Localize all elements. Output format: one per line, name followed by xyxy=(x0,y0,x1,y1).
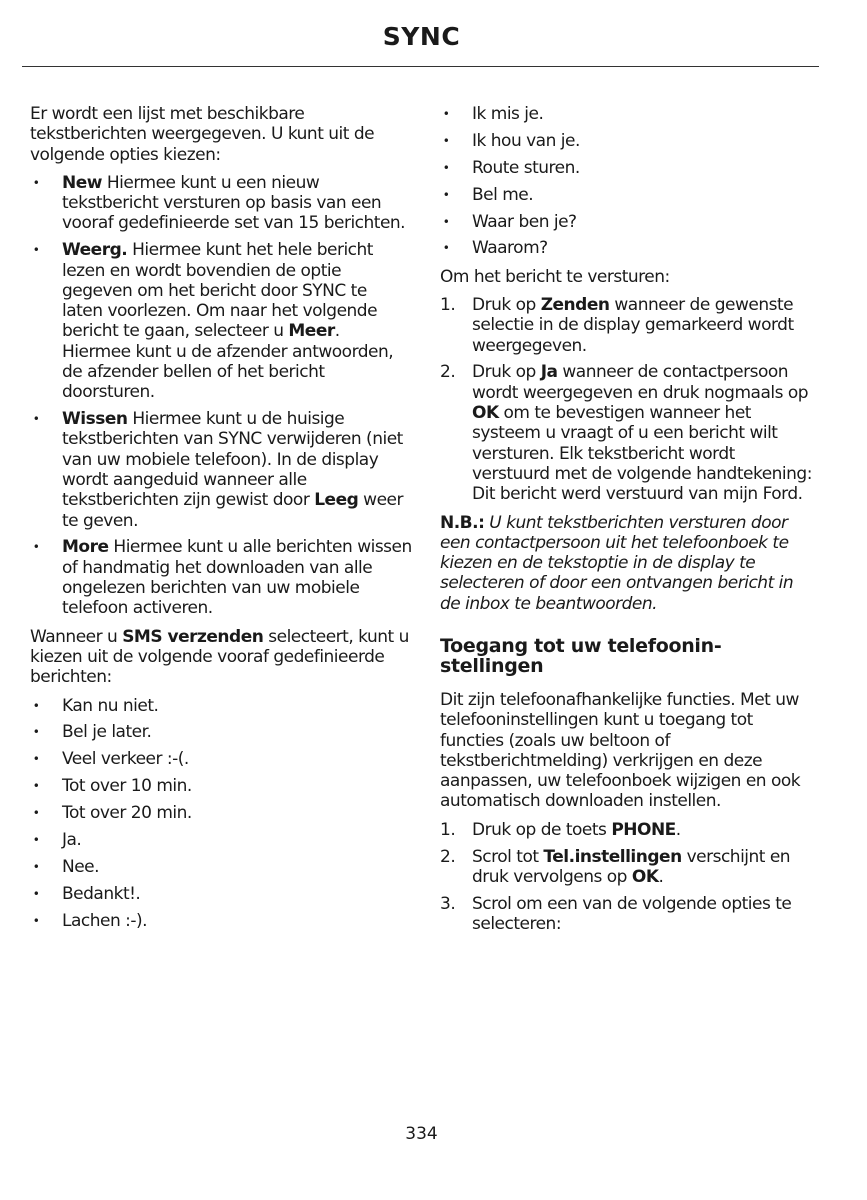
bullet-icon: • xyxy=(32,806,40,821)
right-column xyxy=(440,104,816,942)
bullet-icon: • xyxy=(442,160,450,175)
bullet-icon: • xyxy=(32,698,40,713)
text-run: verschijnt en druk vervolgens op xyxy=(472,846,791,887)
note-paragraph xyxy=(440,513,816,614)
step-item xyxy=(440,295,816,356)
predefined-message-list xyxy=(30,696,412,931)
text-run: Druk op xyxy=(472,362,541,383)
inline-keyword: Leeg xyxy=(314,490,359,511)
step-number: 3. xyxy=(440,893,456,914)
step-number: 1. xyxy=(440,819,456,840)
settings-steps-list xyxy=(440,820,816,934)
text-run: Scrol om een van de volgende opties te selecteren: xyxy=(472,893,792,934)
option-description: weer te geven. xyxy=(62,490,403,531)
bullet-icon: • xyxy=(32,175,40,190)
option-description: Hiermee kunt u de huisige tekstberichten van SYNC verwijderen (niet van uw mobiele telefoon). In de display wordt aangeduid wanneer alle tekstberichten zijn gewist door xyxy=(62,409,403,511)
inline-keyword: Zenden xyxy=(540,295,610,316)
message-text: Ik hou van je. xyxy=(472,130,580,151)
inline-keyword: OK xyxy=(631,866,659,887)
option-description: . Hiermee kunt u de afzender antwoorden, de afzender bellen of het bericht doorsturen. xyxy=(62,321,394,403)
list-item xyxy=(30,911,412,931)
option-term: More xyxy=(62,537,109,558)
message-text: Waarom? xyxy=(472,238,548,259)
option-item-more xyxy=(30,537,412,618)
message-text: Nee. xyxy=(62,856,100,877)
send-intro-paragraph: Om het bericht te versturen: xyxy=(440,266,670,287)
text-run: . xyxy=(675,819,681,840)
message-text: Tot over 10 min. xyxy=(62,776,192,797)
section-heading: Toegang tot uw telefoonin-stellingen xyxy=(440,635,722,677)
step-item xyxy=(440,362,816,504)
text-run: Wanneer u xyxy=(30,626,123,647)
option-item-new xyxy=(30,173,412,234)
message-text: Lachen :-). xyxy=(62,910,148,931)
message-text: Bedankt!. xyxy=(62,883,141,904)
bullet-icon: • xyxy=(32,540,40,555)
message-text: Bel je later. xyxy=(62,722,152,743)
text-run: selecteert, kunt u kiezen uit de volgende vooraf gedefinieerde berichten: xyxy=(30,626,409,688)
bullet-icon: • xyxy=(442,133,450,148)
list-item xyxy=(440,238,816,258)
bullet-icon: • xyxy=(442,214,450,229)
message-text: Route sturen. xyxy=(472,157,580,178)
option-description: Hiermee kunt u een nieuw tekstbericht versturen op basis van een vooraf gedefinieerde set van 15 berichten. xyxy=(62,172,406,234)
bullet-icon: • xyxy=(32,832,40,847)
list-item xyxy=(30,857,412,877)
list-item xyxy=(30,749,412,769)
option-item-wissen xyxy=(30,409,412,531)
option-item-weerg xyxy=(30,240,412,402)
list-item xyxy=(30,884,412,904)
send-steps-list xyxy=(440,295,816,504)
inline-keyword: Tel.instellingen xyxy=(543,846,682,867)
message-text: Bel me. xyxy=(472,184,534,205)
left-column xyxy=(30,104,412,939)
option-list xyxy=(30,173,412,619)
bullet-icon: • xyxy=(32,779,40,794)
bullet-icon: • xyxy=(32,886,40,901)
bullet-icon: • xyxy=(442,107,450,121)
sms-intro-paragraph xyxy=(30,627,412,688)
list-item xyxy=(30,696,412,716)
inline-keyword: Ja xyxy=(540,362,558,383)
text-run: Scrol tot xyxy=(472,846,544,867)
list-item xyxy=(440,131,816,151)
intro-paragraph: Er wordt een lijst met beschikbare tekstberichten weergegeven. U kunt uit de volgende opties kiezen: xyxy=(30,104,375,165)
bullet-icon: • xyxy=(32,725,40,740)
text-run: wanneer de contactpersoon wordt weergegeven en druk nogmaals op xyxy=(472,362,809,403)
step-item xyxy=(440,820,816,840)
inline-keyword: OK xyxy=(472,403,499,424)
list-item xyxy=(30,803,412,823)
inline-keyword: Meer xyxy=(288,321,335,342)
step-item xyxy=(440,894,816,935)
page-number: 334 xyxy=(405,1124,438,1144)
inline-keyword: PHONE xyxy=(611,819,676,840)
option-term: Weerg. xyxy=(62,240,128,261)
option-term: Wissen xyxy=(62,409,128,430)
option-description: Hiermee kunt het hele bericht lezen en wordt bovendien de optie gegeven om het bericht door SYNC te laten voorlezen. Om naar het volgende bericht te gaan, selecteer u xyxy=(62,240,378,342)
list-item xyxy=(440,104,816,124)
step-number: 1. xyxy=(440,295,456,316)
message-text: Ik mis je. xyxy=(472,104,544,124)
list-item xyxy=(30,722,412,742)
bullet-icon: • xyxy=(32,412,40,427)
list-item xyxy=(440,185,816,205)
bullet-icon: • xyxy=(32,859,40,874)
text-run: om te bevestigen wanneer het systeem u vraagt of u een bericht wilt versturen. Elk tekstbericht wordt verstuurd met de volgende handtekening: Dit bericht werd verstuurd van mijn Ford. xyxy=(472,403,812,505)
text-run: Druk op xyxy=(472,295,541,316)
inline-keyword: SMS verzenden xyxy=(122,626,264,647)
message-text: Ja. xyxy=(62,829,82,850)
step-item xyxy=(440,847,816,888)
predefined-message-list-continued xyxy=(440,104,816,259)
option-description: Hiermee kunt u alle berichten wissen of handmatig het downloaden van alle ongelezen berichten van uw mobiele telefoon activeren. xyxy=(62,537,412,619)
step-number: 2. xyxy=(440,846,456,867)
message-text: Kan nu niet. xyxy=(62,695,159,716)
list-item xyxy=(30,830,412,850)
note-label: N.B.: xyxy=(440,512,485,533)
message-text: Veel verkeer :-(. xyxy=(62,749,189,770)
message-text: Tot over 20 min. xyxy=(62,803,192,824)
option-term: New xyxy=(62,172,102,193)
bullet-icon: • xyxy=(442,241,450,256)
list-item xyxy=(30,776,412,796)
bullet-icon: • xyxy=(442,187,450,202)
bullet-icon: • xyxy=(32,752,40,767)
message-text: Waar ben je? xyxy=(472,211,577,232)
bullet-icon: • xyxy=(32,243,40,258)
note-text: U kunt tekstberichten versturen door een contactpersoon uit het telefoonboek te kiezen en de tekstoptie in de display te selecteren of door een ontvangen bericht in de inbox te beantwoorden. xyxy=(440,512,794,614)
text-run: wanneer de gewenste selectie in de display gemarkeerd wordt weergegeven. xyxy=(472,295,794,356)
text-run: Druk op de toets xyxy=(472,819,612,840)
list-item xyxy=(440,158,816,178)
text-run: . xyxy=(658,866,664,887)
header-divider xyxy=(22,66,819,67)
list-item xyxy=(440,212,816,232)
section-intro-paragraph: Dit zijn telefoonafhankelijke functies. Met uw telefooninstellingen kunt u toegang tot functies (zoals uw beltoon of tekstberichtmelding) verkrijgen en deze aanpassen, uw telefoonboek wijzigen en ook automatisch downloaden instellen. xyxy=(440,690,801,812)
page-header-title: SYNC xyxy=(382,22,461,51)
step-number: 2. xyxy=(440,362,456,383)
bullet-icon: • xyxy=(32,913,40,928)
